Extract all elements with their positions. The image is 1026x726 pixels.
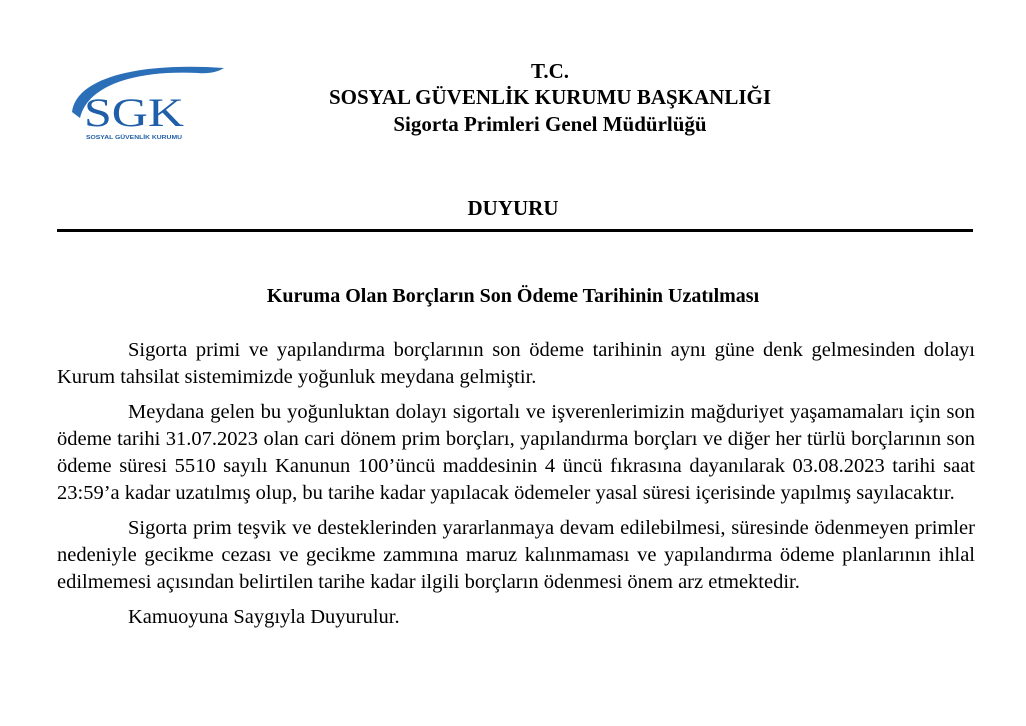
sgk-logo [68, 60, 230, 144]
closing-line: Kamuoyuna Saygıyla Duyurulur. [128, 606, 400, 628]
header-directorate: Sigorta Primleri Genel Müdürlüğü [393, 112, 707, 136]
header-institution: SOSYAL GÜVENLİK KURUMU BAŞKANLIĞI [328, 85, 772, 109]
announcement-label: DUYURU [467, 196, 559, 220]
paragraph-1: Sigorta primi ve yapılandırma borçlarının son ödeme tarihinin aynı güne denk gelmesinden dolayı Kurum tahsilat sistemimizde yoğunluk meydana gelmiştir. [57, 339, 975, 388]
paragraph-2: Meydana gelen bu yoğunluktan dolayı sigortalı ve işverenlerimizin mağduriyet yaşamamaları için son ödeme tarihi 31.07.2023 olan cari dönem prim borçları, yapılandırma borçları ve diğer her türlü borçlarının son ödeme süresi 5510 sayılı Kanunun 100’üncü maddesinin 4 üncü fıkrasına dayanılarak 03.08.2023 tarihi saat 23:59’a kadar uzatılmış olup, bu tarihe kadar yapılacak ödemeler yasal süresi içerisinde yapılmış sayılacaktır. [57, 401, 975, 504]
logo-subtitle: SOSYAL GÜVENLİK KURUMU [86, 135, 164, 141]
header-tc: T.C. [530, 59, 570, 83]
paragraph-3: Sigorta prim teşvik ve desteklerinden yararlanmaya devam edilebilmesi, süresinde ödenmeyen primler nedeniyle gecikme cezası ve gecikme zammına maruz kalınmaması ve yapılandırma ödeme planlarının ihlal edilmemesi açısından belirtilen tarihe kadar ilgili borçların ödenmesi önem arz etmektedir. [57, 517, 975, 593]
divider-rule [57, 229, 973, 232]
sgk-logo-icon [68, 60, 230, 144]
logo-text: SGK [84, 90, 185, 135]
subject-title: Kuruma Olan Borçların Son Ödeme Tarihinin Uzatılması [266, 285, 760, 307]
announcement-body [57, 337, 975, 631]
